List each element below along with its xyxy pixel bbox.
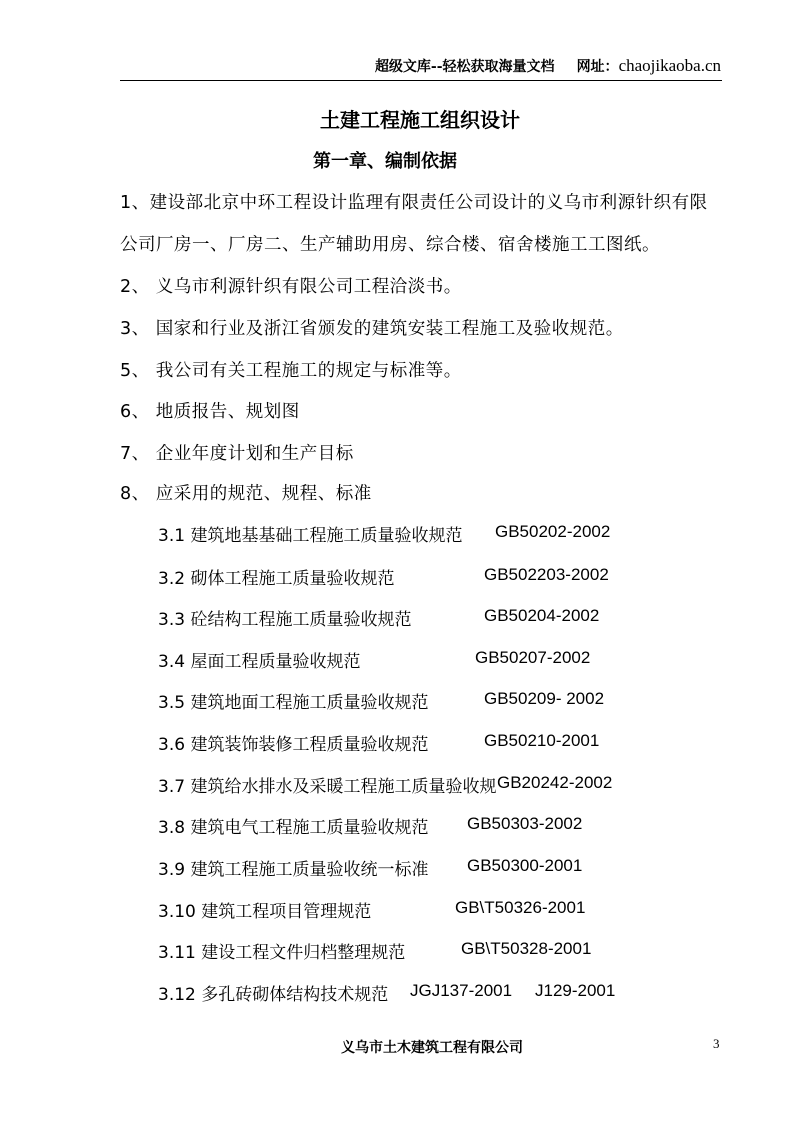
standard-name: 3.11 建设工程文件归档整理规范 bbox=[158, 943, 406, 963]
page-number: 3 bbox=[713, 1036, 720, 1051]
standard-name: 3.7 建筑给水排水及采暖工程施工质量验收规 bbox=[158, 777, 497, 797]
standard-name: 3.10 建筑工程项目管理规范 bbox=[158, 902, 372, 922]
standard-code: GB\T50328-2001 bbox=[461, 939, 592, 958]
standard-code: GB502203-2002 bbox=[484, 565, 609, 584]
standard-name: 3.9 建筑工程施工质量验收统一标准 bbox=[158, 860, 429, 880]
basis-line: 8、 应采用的规范、规程、标准 bbox=[120, 484, 372, 504]
standard-name: 3.2 砌体工程施工质量验收规范 bbox=[158, 569, 395, 589]
standard-name: 3.6 建筑装饰装修工程质量验收规范 bbox=[158, 735, 429, 755]
standard-code-secondary: J129-2001 bbox=[535, 981, 616, 1000]
standard-code: GB\T50326-2001 bbox=[455, 898, 586, 917]
standard-code: GB50210-2001 bbox=[484, 731, 600, 750]
page-footer: 义乌市土木建筑工程有限公司 bbox=[341, 1040, 523, 1056]
page-header bbox=[375, 56, 721, 76]
standard-code: GB20242-2002 bbox=[497, 773, 613, 792]
standard-name: 3.1 建筑地基基础工程施工质量验收规范 bbox=[158, 526, 463, 546]
basis-line: 6、 地质报告、规划图 bbox=[120, 402, 300, 422]
document-title: 土建工程施工组织设计 bbox=[320, 108, 520, 132]
standard-name: 3.3 砼结构工程施工质量验收规范 bbox=[158, 610, 412, 630]
standard-code: GB50204-2002 bbox=[484, 606, 600, 625]
standard-name: 3.5 建筑地面工程施工质量验收规范 bbox=[158, 693, 429, 713]
standard-code: GB50209- 2002 bbox=[484, 689, 605, 708]
basis-line: 1、建设部北京中环工程设计监理有限责任公司设计的义乌市利源针织有限 bbox=[120, 193, 708, 213]
header-rule bbox=[120, 80, 722, 81]
chapter-heading: 第一章、编制依据 bbox=[313, 151, 457, 172]
standard-name: 3.8 建筑电气工程施工质量验收规范 bbox=[158, 818, 429, 838]
basis-line: 2、 义乌市利源针织有限公司工程洽淡书。 bbox=[120, 277, 462, 297]
standard-code: JGJ137-2001 bbox=[410, 981, 513, 1000]
standard-code: GB50300-2001 bbox=[467, 856, 583, 875]
basis-line: 7、 企业年度计划和生产目标 bbox=[120, 444, 354, 464]
basis-line: 3、 国家和行业及浙江省颁发的建筑安装工程施工及验收规范。 bbox=[120, 319, 624, 339]
header-site: 超级文库--轻松获取海量文档 bbox=[374, 59, 555, 75]
basis-line: 5、 我公司有关工程施工的规定与标准等。 bbox=[120, 361, 462, 381]
standard-name: 3.4 屋面工程质量验收规范 bbox=[158, 652, 361, 672]
standard-name: 3.12 多孔砖砌体结构技术规范 bbox=[158, 985, 389, 1005]
standard-code: GB50202-2002 bbox=[495, 522, 611, 541]
header-url: 网址：chaojikaoba.cn bbox=[576, 56, 721, 75]
basis-line: 公司厂房一、厂房二、生产辅助用房、综合楼、宿舍楼施工工图纸。 bbox=[120, 235, 660, 255]
standard-code: GB50303-2002 bbox=[467, 814, 583, 833]
standard-code: GB50207-2002 bbox=[475, 648, 591, 667]
